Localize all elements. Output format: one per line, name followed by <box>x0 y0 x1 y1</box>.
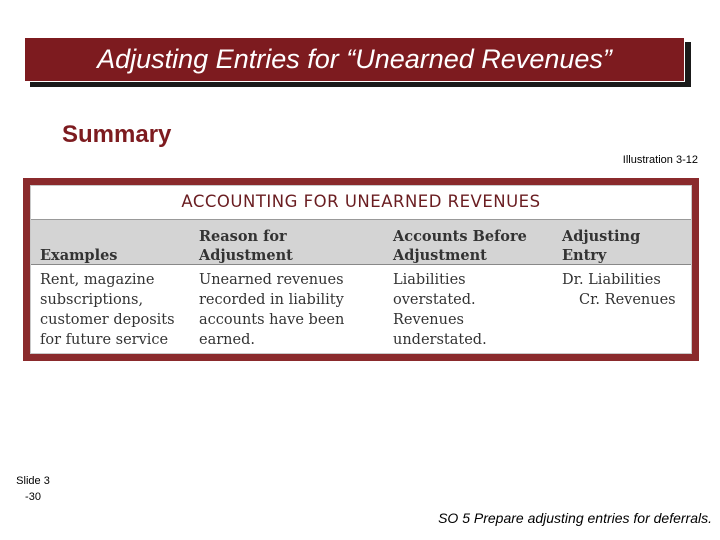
cell-accounts-before: Liabilities overstated. Revenues understated. <box>393 272 487 348</box>
title-banner <box>24 37 685 82</box>
illustration-table-frame <box>23 178 699 361</box>
table-title: ACCOUNTING FOR UNEARNED REVENUES <box>181 192 541 211</box>
slide-number: Slide 3 -30 <box>16 475 50 503</box>
header-accounts-before: Accounts Before Adjustment <box>393 228 527 264</box>
illustration-table <box>30 185 692 354</box>
header-examples: Examples <box>40 247 118 264</box>
cell-reason: Unearned revenues recorded in liability accounts have been earned. <box>199 272 345 348</box>
table-header-row <box>31 220 691 265</box>
slide-title: Adjusting Entries for “Unearned Revenues” <box>97 44 612 74</box>
study-objective: SO 5 Prepare adjusting entries for deferrals. <box>438 510 712 526</box>
section-subtitle: Summary <box>62 121 172 148</box>
cell-examples: Rent, magazine subscriptions, customer deposits for future service <box>40 272 175 348</box>
cell-adjusting-entry: Dr. Liabilities Cr. Revenues <box>562 272 676 308</box>
illustration-label: Illustration 3-12 <box>622 154 698 166</box>
header-adjusting-entry: Adjusting Entry <box>562 228 641 264</box>
header-reason: Reason for Adjustment <box>199 228 293 264</box>
